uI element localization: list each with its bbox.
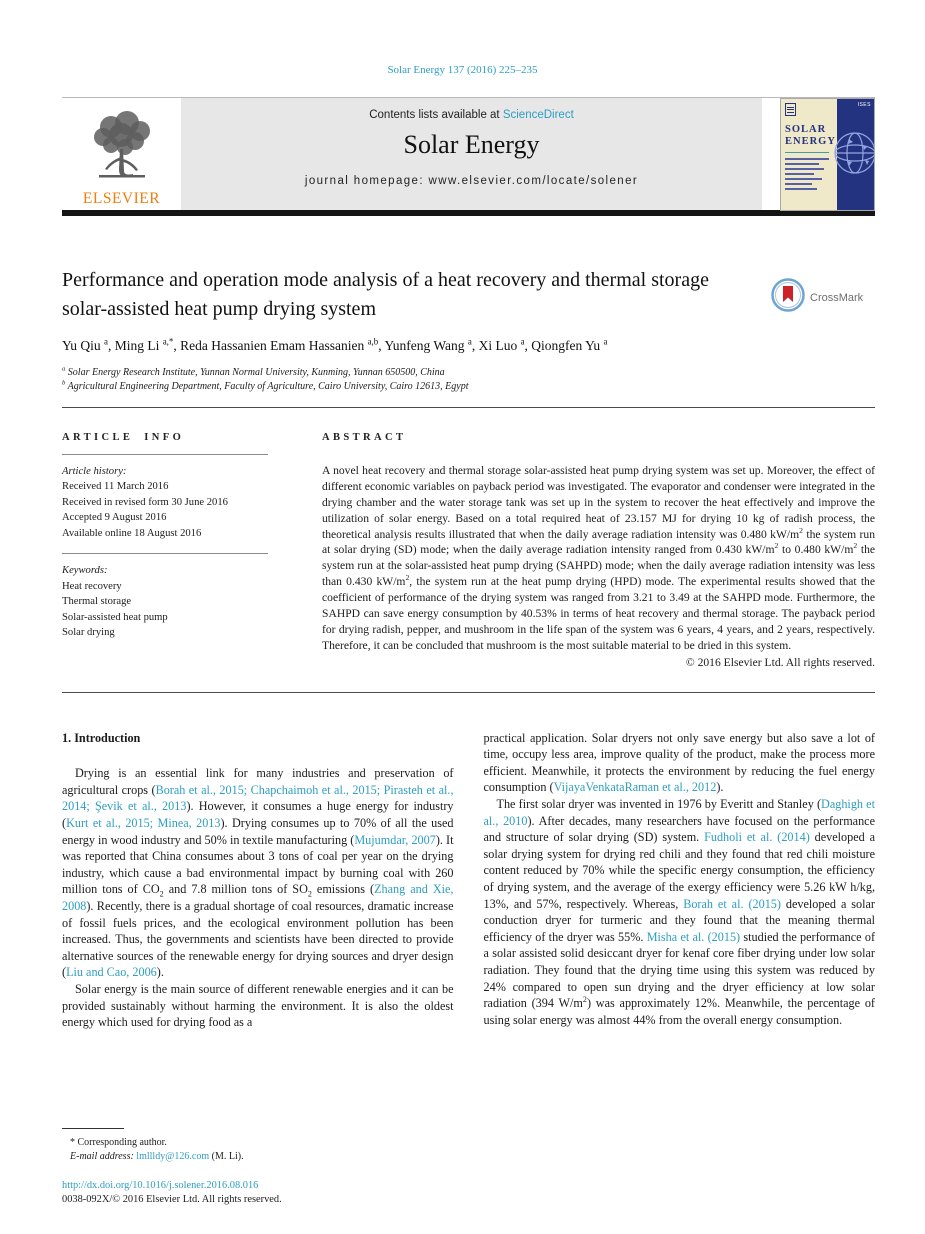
body-left-column (62, 730, 454, 1208)
text-segment: a (520, 336, 525, 347)
text-segment: Solar energy is the main source of different renewable energies and it can be provided sustainably without harming the environment. It is also the oldest energy which used for drying food as a (62, 982, 454, 1030)
info-rule (62, 454, 268, 455)
authors-line (62, 338, 875, 354)
text-segment: developed a solar conduction dryer for turmeric and they found that the meaning thermal efficiency of the dryer was 55%. (483, 896, 875, 944)
text-segment: 2 (582, 995, 587, 1005)
text-segment: Agricultural Engineering Department, Faculty of Agriculture, Cairo University, Cairo 12613, Egypt (65, 380, 469, 392)
footnote (62, 1128, 454, 1208)
elsevier-logo (62, 98, 181, 210)
copyright-line: © 2016 Elsevier Ltd. All rights reserved. (685, 655, 875, 669)
abstract-text (322, 463, 875, 654)
text-segment: , Yunfeng Wang (378, 338, 468, 353)
text-segment: A novel heat recovery and thermal storage solar-assisted heat pump drying system was set up. Moreover, the effect of different economic variables on payback period was investigated. The evaporator and condenser were integrated in the drying chamber and the water storage tank was set up in the system to recover the heat effectively and improve the utilization of solar energy. Based on a total required heat of 23.157 MJ for drying 10 kg of radish process, the theoretical analysis results illustrated that when the daily average radiation intensity was 0.480 kW/m (322, 463, 875, 541)
text-segment: a (467, 336, 472, 347)
text-segment: and 7.8 million tons of SO (163, 882, 308, 897)
info-rule (62, 553, 268, 554)
text-segment: The first solar dryer was invented in 1976 by Everitt and Stanley ( (496, 797, 822, 812)
inline-link[interactable]: ScienceDirect (502, 109, 574, 121)
text-segment: a (603, 336, 608, 347)
cover-spine (837, 99, 874, 210)
rule-below-abstract (62, 692, 875, 693)
inline-link[interactable]: Misha et al. (2015) (646, 929, 741, 944)
journal-citation: Solar Energy 137 (2016) 225–235 (387, 64, 538, 76)
history-item: Accepted 9 August 2016 (62, 512, 167, 523)
doi-link[interactable]: http://dx.doi.org/10.1016/j.solener.2016.08.016 (62, 1179, 259, 1191)
text-segment: ). Drying consumes up to 70% of all the used energy in wood industry and 50% in textile manufacturing ( (62, 816, 454, 847)
cover-publisher-mark (785, 103, 796, 116)
article-history-label: Article history: (62, 465, 127, 477)
masthead-center (181, 98, 762, 210)
article-info-heading: ARTICLE INFO (62, 432, 185, 443)
keywords-label: Keywords: (62, 565, 108, 576)
text-segment: ). However, it consumes a huge energy for industry ( (62, 799, 454, 831)
inline-link[interactable]: Liu and Cao, 2006 (66, 965, 157, 980)
text-segment: a (62, 365, 66, 373)
cover-divider (785, 152, 829, 153)
contents-line (181, 109, 762, 121)
inline-link[interactable]: Borah et al. (2015) (683, 896, 781, 911)
text-segment: E-mail address: (70, 1150, 134, 1162)
text-segment: ). After decades, many researchers have focused on the performance and structure of solar drying (SD) system. (483, 813, 875, 845)
keyword-item: Solar-assisted heat pump (62, 611, 168, 623)
keyword-item: Thermal storage (62, 596, 132, 607)
article-info-column (62, 430, 268, 671)
text-segment: 2 (853, 541, 858, 551)
paragraph (62, 981, 454, 1031)
text-segment: Contents lists available at (369, 109, 503, 121)
text-segment: , Xi Luo (471, 338, 521, 353)
paragraph (484, 730, 876, 796)
text-segment: 2 (799, 525, 803, 535)
text-segment: 2 (405, 573, 410, 583)
inline-link[interactable]: Borah et al., 2015; Chapchaimoh et al., 2015; Pirasteh et al., 2014; Şevik et al., 2013 (62, 782, 454, 814)
paragraph (62, 765, 454, 981)
text-segment: ). (156, 965, 164, 980)
text-segment: , Ming Li (107, 338, 163, 353)
crossmark-icon (771, 278, 805, 317)
text-segment: Yu Qiu (62, 338, 105, 353)
body-right-column (484, 730, 876, 1208)
cover-society-label: ISES (857, 102, 871, 108)
divider-bar (62, 210, 875, 216)
homepage-line[interactable]: journal homepage: www.elsevier.com/locate/solener (304, 175, 639, 187)
text-segment: developed a solar drying system for drying red chili and they found that red chili moisture content reduced by 70% while the specific energy consumption, the efficiency of drying system, and the average of the exergy efficiency were 5.26 kW h/kg, 13%, and 57%, respectively. Whereas, (483, 830, 875, 911)
history-item: Received 11 March 2016 (62, 481, 169, 492)
text-segment: Drying is an essential link for many industries and preservation of agricultural crops ( (62, 766, 454, 797)
text-segment: ) was approximately 12%. Meanwhile, the percentage of using solar energy was almost 44% from the overall energy consumption. (483, 996, 875, 1027)
text-segment: , Reda Hassanien Emam Hassanien (173, 338, 368, 353)
text-segment: , the system run at the heat pump drying (HPD) mode. The experimental results showed that the coefficient of performance of the drying system was ranged from 3.21 to 3.49 at the SAHPD mode. Furthermore, the SAHPD can save energy consumption by 40.53% in terms of heat recovery and thermal storage. The payback period for drying radish, pepper, and mushroom in the life span of the system was 6 years, 4 years, and 2 years, respectively. Therefore, it can be concluded that mushroom is the most suitable material to be dried in this system. (322, 575, 875, 652)
text-segment: emissions ( (311, 882, 375, 897)
abstract-column (322, 430, 875, 671)
issn-line: 0038-092X/© 2016 Elsevier Ltd. All rights reserved. (62, 1194, 282, 1206)
email-line (62, 1150, 454, 1164)
affiliation-b (62, 380, 875, 394)
text-segment: to 0.480 kW/m (778, 543, 854, 557)
text-segment: 2 (774, 541, 779, 551)
journal-title: Solar Energy (403, 130, 540, 159)
footnote-rule (62, 1128, 124, 1129)
affiliations (62, 366, 875, 393)
inline-link[interactable]: lmllldy@126.com (136, 1150, 210, 1162)
article-title: Performance and operation mode analysis of a heat recovery and thermal storage solar-assisted heat pump drying system (62, 269, 709, 320)
crossmark-label: CrossMark (810, 291, 864, 304)
history-item: Available online 18 August 2016 (62, 527, 202, 539)
elsevier-wordmark: ELSEVIER (82, 190, 161, 207)
cover-globe-icon (829, 127, 875, 184)
inline-link[interactable]: Daghigh et al., 2010 (483, 797, 875, 828)
keyword-item: Heat recovery (62, 580, 122, 592)
masthead (62, 97, 875, 210)
corresponding-author-note: * Corresponding author. (70, 1136, 167, 1148)
text-segment: 2 (159, 889, 164, 899)
inline-link[interactable]: Fudholi et al. (2014) (704, 830, 810, 845)
text-segment: (M. Li). (209, 1150, 244, 1162)
text-segment: b (62, 379, 66, 387)
inline-link[interactable]: Mujumdar, 2007 (354, 832, 436, 847)
doi-block (62, 1179, 454, 1208)
section-heading-introduction: 1. Introduction (62, 730, 141, 745)
paragraph (484, 796, 876, 1028)
cover-title: SOLAR ENERGY (785, 124, 836, 147)
text-segment: a (104, 336, 108, 347)
affiliation-a (62, 366, 875, 380)
text-segment: studied the performance of a solar assisted solid desiccant dryer for kenaf core fiber drying under low solar radiation. They found that the drying time using this system was reduced by 24% compared to open sun drying and the dryer efficiency at low solar radiation (394 W/m (483, 929, 875, 1011)
inline-link[interactable]: Kurt et al., 2015; Minea, 2013 (66, 816, 221, 831)
text-segment: the system run at solar drying (SD) mode; when the daily average radiation intensity ranged from 0.430 kW/m (322, 527, 875, 557)
inline-link[interactable]: VijayaVenkataRaman et al., 2012 (553, 780, 717, 795)
elsevier-tree-icon (83, 109, 161, 190)
crossmark-badge[interactable] (771, 266, 875, 323)
history-item: Received in revised form 30 June 2016 (62, 496, 228, 508)
text-segment: Solar Energy Research Institute, Yunnan Normal University, Kunming, Yunnan 650500, China (65, 367, 445, 378)
text-segment: , Qiongfen Yu (524, 338, 604, 353)
text-segment: practical application. Solar dryers not only save energy but also save a lot of time, occupy less area, improve quality of the product, make the process more efficient. Meanwhile, it protects the environment by reducing the fuel energy consumption ( (483, 730, 875, 795)
inline-link[interactable]: Zhang and Xie, 2008 (62, 882, 454, 914)
text-segment: a,* (162, 336, 174, 347)
cover-text-lines (785, 158, 834, 190)
text-segment: ). Recently, there is a gradual shortage of coal resources, dramatic increase of fossil fuels prices, and the ecological environment pollution has been increased. Thus, the governments and scientists have been directed to provide alternative sources of the renewable energy for drying sources and dryer design ( (62, 899, 454, 980)
text-segment: ). It was reported that China consumes about 3 tons of coal per year on the drying industry, which cause a bad environmental impact by burning coal with 260 million tons of CO (62, 832, 454, 897)
abstract-heading: ABSTRACT (322, 432, 407, 443)
journal-cover (780, 98, 875, 211)
text-segment: a,b (367, 336, 379, 347)
text-segment: 2 (307, 889, 312, 899)
text-segment: ). (716, 780, 724, 795)
text-segment: the system run at the solar-assisted heat pump drying (SAHPD) mode; when the daily average radiation intensity was less than 0.430 kW/m (322, 543, 876, 589)
keyword-item: Solar drying (62, 627, 115, 638)
